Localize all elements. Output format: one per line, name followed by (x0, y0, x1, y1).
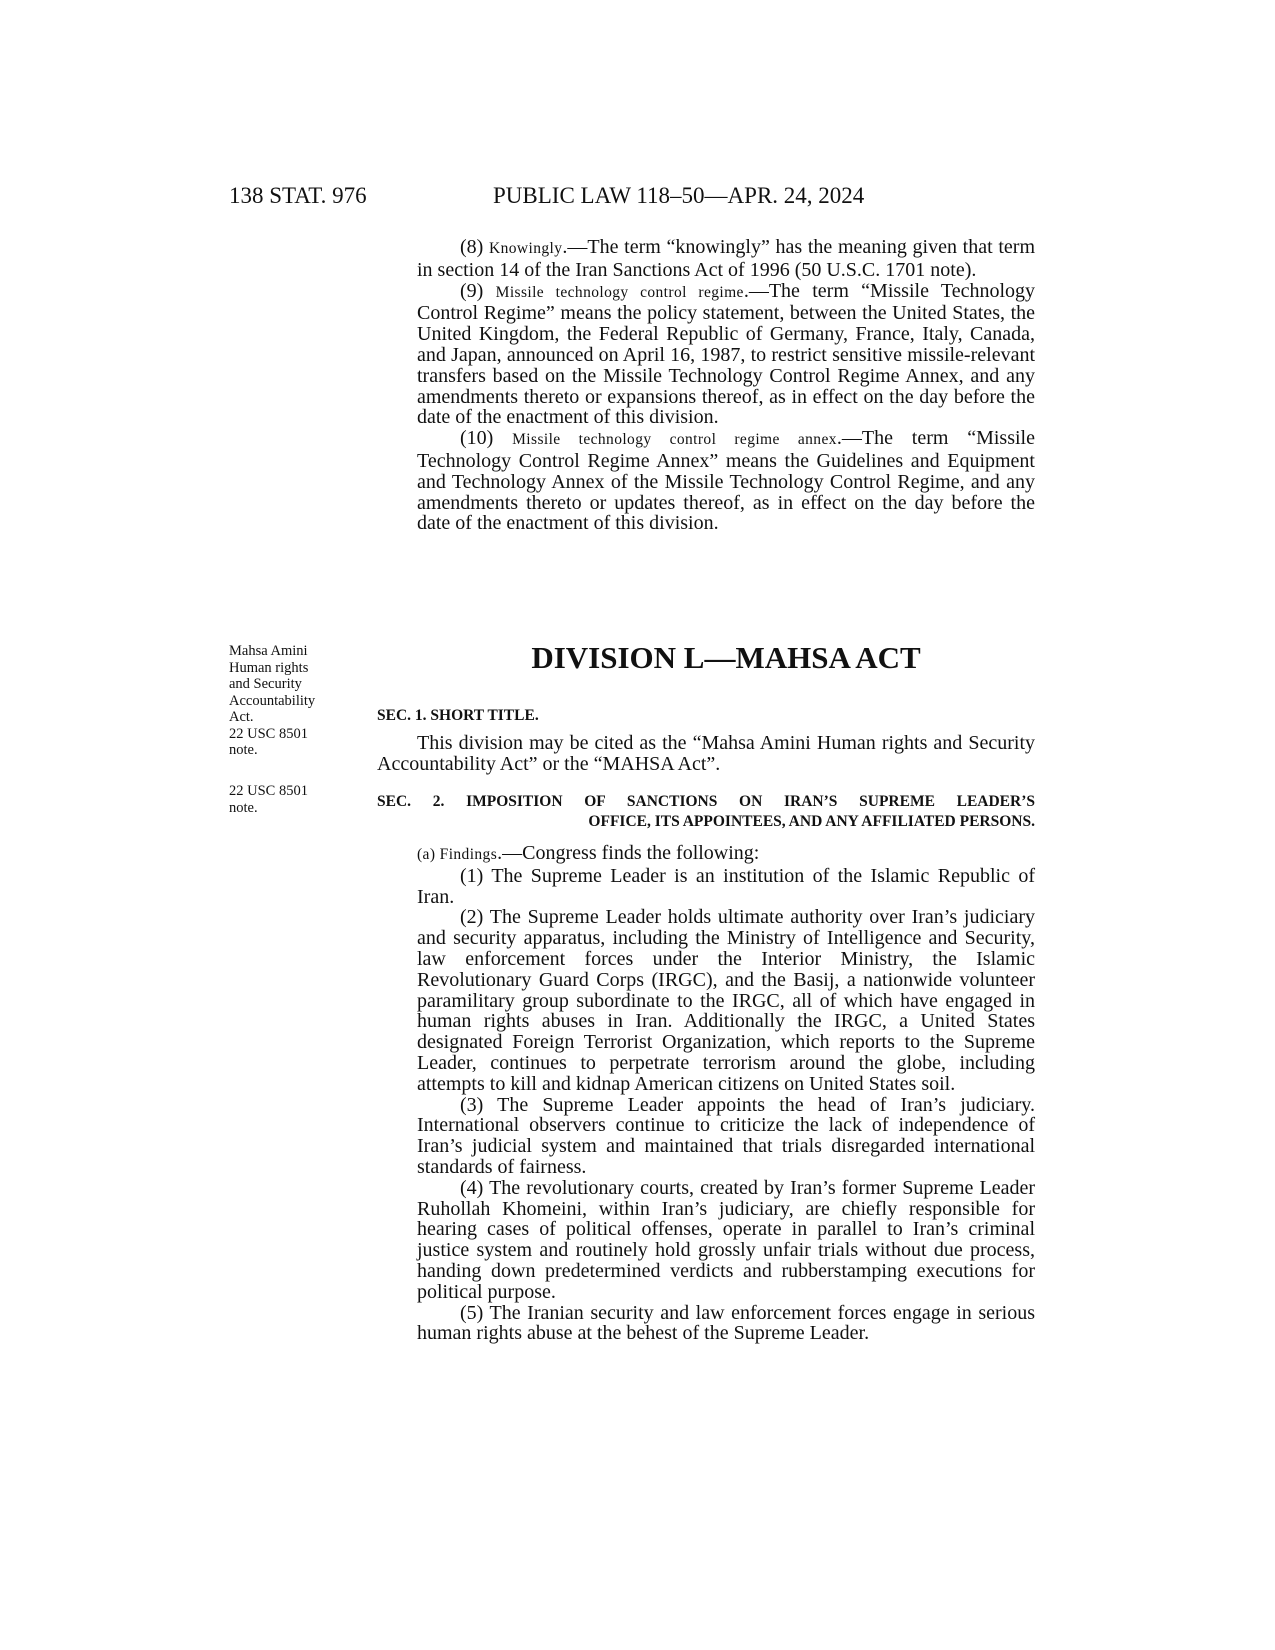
finding-5: (5) The Iranian security and law enforcement forces engage in serious human rights abuse at the behest of the Supreme Leader. (417, 1301, 1035, 1345)
sec1-text: This division may be cited as the “Mahsa Amini Human rights and Security Accountability Act” or the “MAHSA Act”. (377, 732, 1035, 775)
finding-2: (2) The Supreme Leader holds ultimate authority over Iran’s judiciary and security apparatus, including the Ministry of Intelligence and Security, law enforcement forces under the Interior Ministry, the Islamic Revolutionary Guard Corps (IRGC), and the Basij, a nationwide volunteer paramilitary group subordinate to the IRGC, all of which have engaged in human rights abuses in Iran. Additionally the IRGC, a United States designated Foreign Terrorist Organization, which reports to the Supreme Leader, continues to perpetrate terrorism around the globe, including attempts to kill and kidnap American citizens on United States soil. (417, 906, 1035, 1095)
finding-1: (1) The Supreme Leader is an institution of the Islamic Republic of Iran. (417, 864, 1035, 908)
division-title: DIVISION L—MAHSA ACT (531, 640, 921, 675)
sec2-heading: SEC. 2. IMPOSITION OF SANCTIONS ON IRAN’S SUPREME LEADER’S OFFICE, ITS APPOINTEES, AND ANY AFFILIATED PERSONS. (377, 793, 1035, 830)
page-reference: 138 STAT. 976 (229, 183, 367, 208)
definition-10: (10) Missile technology control regime annex.—The term “Missile Technology Control Regime Annex” means the Guidelines and Equipment and Technology Annex of the Missile Technology Control Regime, and any amendments thereto or updates thereof, as in effect on the day before the date of the enactment of this division. (417, 427, 1035, 535)
finding-4: (4) The revolutionary courts, created by Iran’s former Supreme Leader Ruhollah Khomeini, within Iran’s judiciary, are chiefly responsible for hearing cases of political offenses, operate in parallel to Iran’s criminal justice system and routinely hold grossly unfair trials without due process, handing down predetermined verdicts and rubberstamping executions for political purpose. (417, 1176, 1035, 1303)
sec1-heading: SEC. 1. SHORT TITLE. (377, 707, 539, 724)
margin-note-short-title: Mahsa Amini Human rights and Security Accountability Act. 22 USC 8501 note. (229, 643, 316, 758)
margin-note-sec2: 22 USC 8501 note. (229, 783, 308, 816)
definition-9: (9) Missile technology control regime.—The term “Missile Technology Control Regime” means the policy statement, between the United States, the United Kingdom, the Federal Republic of Germany, France, Italy, Canada, and Japan, announced on April 16, 1987, to restrict sensitive missile-relevant transfers based on the Missile Technology Control Regime Annex, and any amendments thereto or expansions thereof, as in effect on the day before the date of the enactment of this division. (417, 279, 1036, 429)
finding-3: (3) The Supreme Leader appoints the head of Iran’s judiciary. International observers continue to criticize the lack of independence of Iran’s judicial system and maintained that trials disregarded international standards of fairness. (417, 1093, 1035, 1178)
definitions-block (417, 237, 1035, 534)
findings-block (417, 843, 1035, 1344)
definition-8: (8) Knowingly.—The term “knowingly” has the meaning given that term in section 14 of the Iran Sanctions Act of 1996 (50 U.S.C. 1701 note). (417, 236, 1036, 281)
findings-intro: (a) Findings.—Congress finds the following: (417, 842, 760, 864)
running-header-title: PUBLIC LAW 118–50—APR. 24, 2024 (493, 183, 865, 208)
